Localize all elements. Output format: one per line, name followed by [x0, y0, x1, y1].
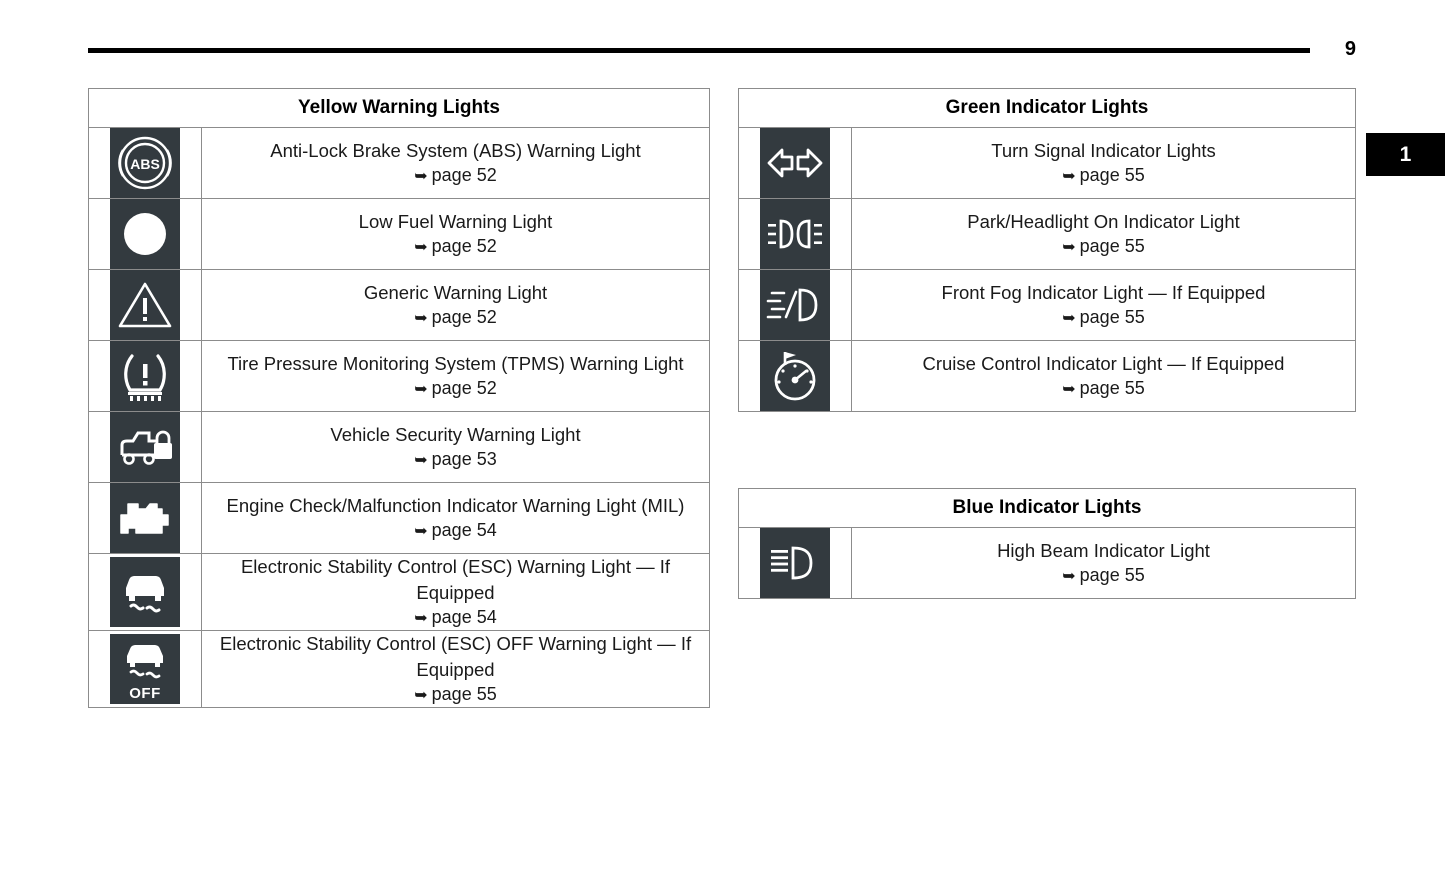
abs-warning-icon [110, 128, 180, 198]
page-reference [202, 305, 709, 330]
turn-signal-glyph [760, 128, 830, 198]
description-cell [852, 270, 1356, 341]
page-reference [852, 163, 1355, 188]
page-reference [202, 682, 709, 707]
table-row [89, 554, 710, 631]
table-header-row [739, 89, 1356, 128]
table-row [739, 270, 1356, 341]
table-row [89, 199, 710, 270]
page-reference [852, 234, 1355, 259]
icon-cell [89, 483, 202, 554]
page-ref-text: page 54 [431, 520, 497, 541]
page-ref-arrow-icon: ➥ [1062, 239, 1076, 257]
generic-warning-glyph [110, 270, 180, 340]
page-ref-arrow-icon: ➥ [1062, 381, 1076, 399]
description-cell [202, 341, 710, 412]
table-title: Yellow Warning Lights [89, 89, 710, 128]
icon-cell [739, 341, 852, 412]
description-cell [202, 128, 710, 199]
page-ref-text: page 52 [431, 378, 497, 399]
indicator-label: Electronic Stability Control (ESC) OFF Warning Light — If Equipped [219, 633, 692, 680]
table-row [89, 270, 710, 341]
icon-cell [739, 199, 852, 270]
page-number: 9 [1344, 38, 1356, 60]
svg-text:ABS: ABS [130, 156, 160, 172]
page-reference [852, 376, 1355, 401]
table-header-row [89, 89, 710, 128]
indicator-label: Park/Headlight On Indicator Light [967, 210, 1240, 232]
low-fuel-glyph [110, 199, 180, 269]
esc-off-label: OFF [129, 685, 161, 703]
table-green-indicator-lights [738, 88, 1356, 412]
table-row [739, 528, 1356, 599]
esc-warning-icon [110, 557, 180, 627]
description-cell [852, 341, 1356, 412]
icon-cell [89, 341, 202, 412]
indicator-label: High Beam Indicator Light [997, 539, 1210, 561]
cruise-control-glyph [760, 341, 830, 411]
page-ref-text: page 52 [431, 236, 497, 257]
icon-cell [89, 554, 202, 631]
indicator-label: Electronic Stability Control (ESC) Warning Light — If Equipped [240, 556, 671, 603]
description-cell [852, 128, 1356, 199]
cruise-control-icon [760, 341, 830, 411]
engine-check-mil-icon [110, 483, 180, 553]
page-reference [852, 305, 1355, 330]
icon-cell [89, 631, 202, 708]
page-ref-text: page 55 [1079, 165, 1145, 186]
page-reference [202, 163, 709, 188]
icon-cell [739, 528, 852, 599]
indicator-label: Engine Check/Malfunction Indicator Warning Light (MIL) [226, 494, 685, 516]
table-title: Blue Indicator Lights [739, 489, 1356, 528]
icon-cell [89, 199, 202, 270]
table-title: Green Indicator Lights [739, 89, 1356, 128]
indicator-label: Cruise Control Indicator Light — If Equipped [922, 352, 1285, 374]
table-row [89, 631, 710, 708]
icon-cell [89, 412, 202, 483]
icon-cell [89, 128, 202, 199]
vehicle-security-glyph [110, 412, 180, 482]
table-header-row [739, 489, 1356, 528]
description-cell [852, 199, 1356, 270]
page-reference [202, 447, 709, 472]
indicator-label: Vehicle Security Warning Light [330, 423, 581, 445]
page-header [88, 40, 1356, 60]
page-ref-text: page 54 [431, 607, 497, 628]
page-ref-arrow-icon: ➥ [1062, 168, 1076, 186]
generic-warning-icon [110, 270, 180, 340]
page-ref-text: page 55 [431, 684, 497, 705]
page-reference [202, 234, 709, 259]
page-ref-text: page 55 [1079, 236, 1145, 257]
table-row [739, 128, 1356, 199]
vehicle-security-icon [110, 412, 180, 482]
page-ref-text: page 55 [1079, 307, 1145, 328]
description-cell [202, 554, 710, 631]
icon-cell [89, 270, 202, 341]
page-ref-text: page 55 [1079, 378, 1145, 399]
esc-glyph [110, 557, 180, 627]
table-row [89, 128, 710, 199]
description-cell [202, 483, 710, 554]
table-row [739, 199, 1356, 270]
page-ref-arrow-icon: ➥ [414, 523, 428, 541]
front-fog-glyph [760, 270, 830, 340]
indicator-label: Generic Warning Light [363, 281, 548, 303]
turn-signal-icon [760, 128, 830, 198]
tpms-warning-icon [110, 341, 180, 411]
page-ref-text: page 53 [431, 449, 497, 470]
description-cell [202, 412, 710, 483]
page-ref-arrow-icon: ➥ [414, 239, 428, 257]
high-beam-icon [760, 528, 830, 598]
page-reference [202, 376, 709, 401]
indicator-label: Low Fuel Warning Light [358, 210, 553, 232]
page-ref-arrow-icon: ➥ [1062, 568, 1076, 586]
table-row [89, 341, 710, 412]
indicator-label: Turn Signal Indicator Lights [991, 139, 1216, 161]
front-fog-icon [760, 270, 830, 340]
page-ref-arrow-icon: ➥ [414, 381, 428, 399]
high-beam-glyph [760, 528, 830, 598]
description-cell [202, 631, 710, 708]
description-cell [852, 528, 1356, 599]
header-rule [88, 48, 1310, 53]
page-ref-arrow-icon: ➥ [1062, 310, 1076, 328]
description-cell [202, 199, 710, 270]
page-ref-arrow-icon: ➥ [414, 168, 428, 186]
park-headlight-on-icon [760, 199, 830, 269]
esc-off-warning-icon [110, 634, 180, 704]
indicator-label: Front Fog Indicator Light — If Equipped [941, 281, 1266, 303]
table-blue-indicator-lights [738, 488, 1356, 599]
abs-warning-glyph [110, 128, 180, 198]
table-row [89, 483, 710, 554]
page-ref-text: page 55 [1079, 565, 1145, 586]
table-row [89, 412, 710, 483]
page-reference [852, 563, 1355, 588]
indicator-label: Tire Pressure Monitoring System (TPMS) Warning Light [227, 352, 684, 374]
icon-cell [739, 128, 852, 199]
park-headlight-glyph [760, 199, 830, 269]
tpms-glyph [110, 341, 180, 411]
page-ref-arrow-icon: ➥ [414, 687, 428, 705]
page-ref-arrow-icon: ➥ [414, 610, 428, 628]
page-ref-arrow-icon: ➥ [414, 310, 428, 328]
engine-check-glyph [110, 483, 180, 553]
table-yellow-warning-lights [88, 88, 710, 708]
indicator-label: Anti-Lock Brake System (ABS) Warning Light [270, 139, 641, 161]
page-reference [202, 605, 709, 630]
icon-cell [739, 270, 852, 341]
table-row [739, 341, 1356, 412]
description-cell [202, 270, 710, 341]
page-ref-text: page 52 [431, 165, 497, 186]
chapter-tab: 1 [1366, 133, 1445, 176]
low-fuel-warning-icon [110, 199, 180, 269]
page-ref-text: page 52 [431, 307, 497, 328]
page-reference [202, 518, 709, 543]
page-ref-arrow-icon: ➥ [414, 452, 428, 470]
